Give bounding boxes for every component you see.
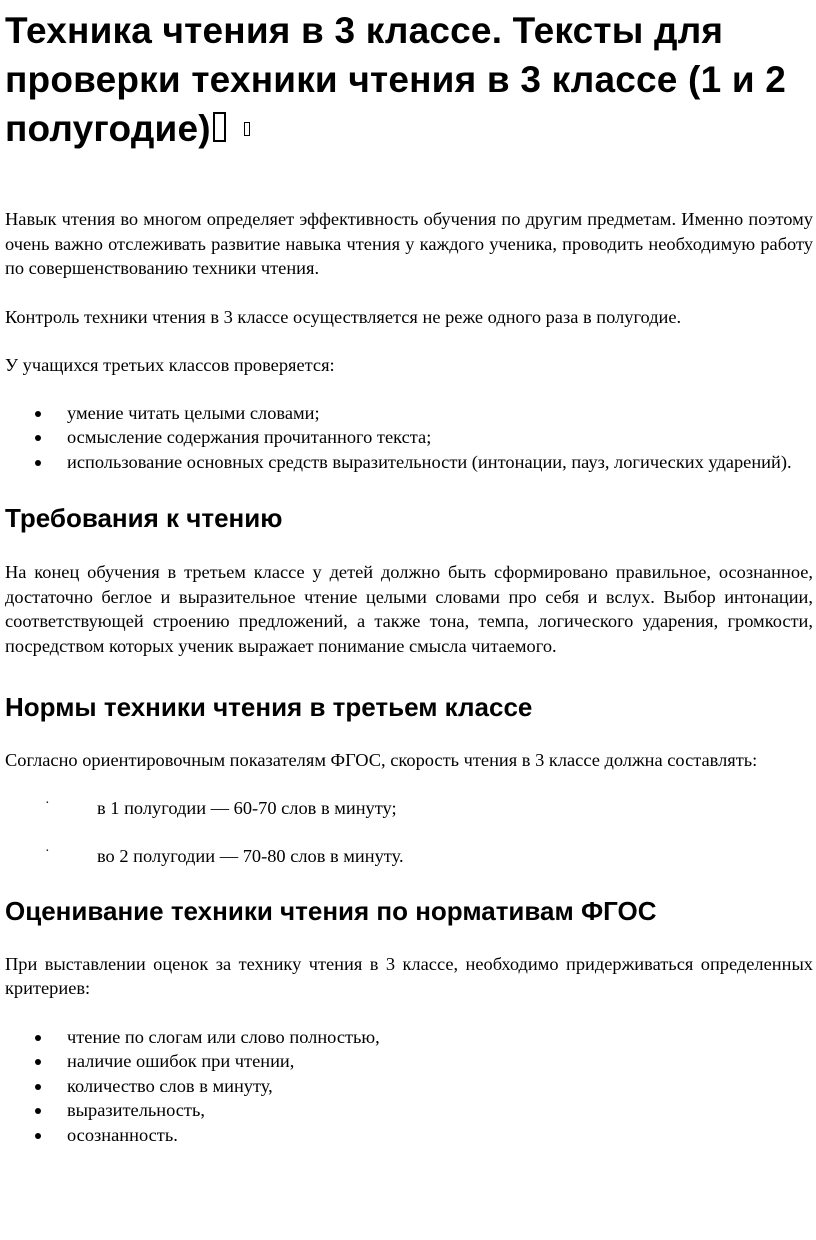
bullet-dot-icon: ·: [45, 844, 50, 859]
bullet-dot-icon: ·: [45, 795, 50, 811]
list-item: умение читать целыми словами;: [5, 401, 813, 426]
assessment-paragraph: При выставлении оценок за технику чтения в 3 классе, необходимо придерживаться определенных критериев:: [5, 953, 813, 998]
criteria-list: [5, 1025, 813, 1148]
list-item: использование основных средств выразительности (интонации, пауз, логических ударений).: [5, 450, 813, 475]
section-heading-assessment: Оценивание техники чтения по нормативам ФГОС: [5, 895, 657, 926]
norms-paragraph: Согласно ориентировочным показателям ФГОС, скорость чтения в 3 классе должна составлять:: [5, 750, 758, 770]
list-item: осознанность.: [5, 1123, 813, 1148]
section-heading-norms: Нормы техники чтения в третьем классе: [5, 692, 533, 722]
checked-skills-list: [5, 401, 813, 475]
missing-glyph-icon: [244, 122, 250, 136]
requirements-paragraph: На конец обучения в третьем классе у детей должно быть сформировано правильное, осознанное, достаточно беглое и выразительное чтение целыми словами про себя и вслух. Выбор интонации, соответствующей строению предложений, а также тона, темпа, логического ударения, громкости, посредством которых ученик выражает понимание смысла читаемого.: [5, 562, 813, 656]
list-item: · во 2 полугодии — 70-80 слов в минуту.: [5, 844, 813, 869]
document-page: [5, 0, 813, 1147]
intro-paragraph: Навык чтения во многом определяет эффективность обучения по другим предметам. Именно поэтому очень важно отслеживать развитие навыка чтения у каждого ученика, проводить необходимую работу по совершенствованию техники чтения.: [5, 209, 813, 278]
page-title: Техника чтения в 3 классе. Тексты для проверки техники чтения в 3 классе (1 и 2 полугодие): [5, 10, 787, 149]
list-item: · в 1 полугодии — 60-70 слов в минуту;: [5, 796, 813, 821]
list-item: осмысление содержания прочитанного текста;: [5, 425, 813, 450]
list-item: наличие ошибок при чтении,: [5, 1049, 813, 1074]
list-item: чтение по слогам или слово полностью,: [5, 1025, 813, 1050]
section-heading-requirements: Требования к чтению: [5, 503, 283, 533]
missing-glyph-icon: [213, 112, 226, 142]
list-item: количество слов в минуту,: [5, 1074, 813, 1099]
intro-paragraph: Контроль техники чтения в 3 классе осуществляется не реже одного раза в полугодие.: [5, 306, 682, 327]
intro-paragraph: У учащихся третьих классов проверяется:: [5, 355, 335, 375]
list-item: выразительность,: [5, 1098, 813, 1123]
